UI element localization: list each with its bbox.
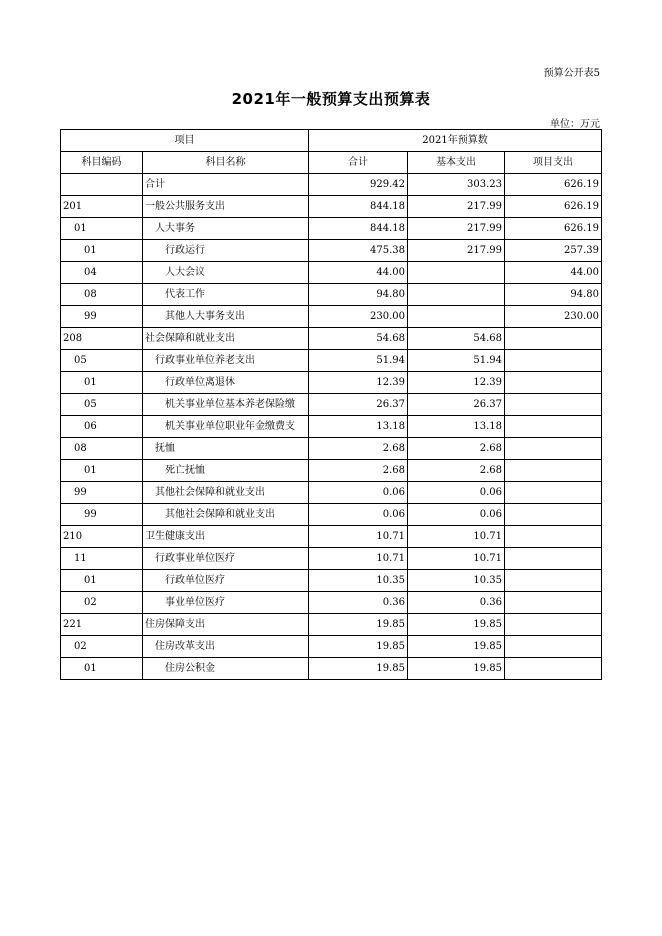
column-header-total: 合计 <box>309 152 408 174</box>
cell-code: 01 <box>61 372 143 394</box>
cell-basic: 19.85 <box>408 614 505 636</box>
cell-basic: 2.68 <box>408 438 505 460</box>
cell-basic: 10.71 <box>408 548 505 570</box>
cell-total: 10.71 <box>309 548 408 570</box>
cell-project: 230.00 <box>505 306 602 328</box>
table-row <box>61 636 602 658</box>
cell-code: 201 <box>61 196 143 218</box>
cell-code: 01 <box>61 658 143 680</box>
table-row <box>61 438 602 460</box>
table-row <box>61 614 602 636</box>
cell-code: 06 <box>61 416 143 438</box>
cell-project <box>505 526 602 548</box>
table-row <box>61 504 602 526</box>
column-header-code: 科目编码 <box>61 152 143 174</box>
table-row <box>61 394 602 416</box>
cell-project <box>505 416 602 438</box>
cell-basic: 217.99 <box>408 240 505 262</box>
cell-project <box>505 394 602 416</box>
budget-table-body <box>61 130 602 680</box>
cell-code: 05 <box>61 394 143 416</box>
form-number: 预算公开表5 <box>543 68 600 79</box>
cell-code: 02 <box>61 636 143 658</box>
cell-project <box>505 592 602 614</box>
table-row <box>61 284 602 306</box>
cell-total: 12.39 <box>309 372 408 394</box>
cell-total: 10.71 <box>309 526 408 548</box>
page-title: 2021年一般预算支出预算表 <box>231 90 431 108</box>
cell-basic: 10.71 <box>408 526 505 548</box>
group-header-row <box>61 130 602 152</box>
cell-code <box>61 174 143 196</box>
cell-name: 其他社会保障和就业支出 <box>143 482 309 504</box>
cell-name: 机关事业单位职业年金缴费支 <box>143 416 309 438</box>
cell-project: 44.00 <box>505 262 602 284</box>
cell-total: 94.80 <box>309 284 408 306</box>
group-header-budget: 2021年预算数 <box>309 130 602 152</box>
cell-project <box>505 614 602 636</box>
cell-total: 44.00 <box>309 262 408 284</box>
cell-total: 13.18 <box>309 416 408 438</box>
cell-project <box>505 460 602 482</box>
cell-project <box>505 658 602 680</box>
table-row <box>61 592 602 614</box>
cell-code: 208 <box>61 328 143 350</box>
cell-basic: 0.06 <box>408 504 505 526</box>
cell-basic: 13.18 <box>408 416 505 438</box>
cell-name: 社会保障和就业支出 <box>143 328 309 350</box>
cell-total: 844.18 <box>309 196 408 218</box>
cell-name: 行政单位医疗 <box>143 570 309 592</box>
table-row <box>61 306 602 328</box>
cell-basic: 217.99 <box>408 196 505 218</box>
cell-project: 626.19 <box>505 196 602 218</box>
table-row <box>61 548 602 570</box>
cell-basic <box>408 306 505 328</box>
cell-basic: 19.85 <box>408 636 505 658</box>
cell-project: 626.19 <box>505 174 602 196</box>
cell-total: 844.18 <box>309 218 408 240</box>
cell-name: 人大事务 <box>143 218 309 240</box>
cell-name: 死亡抚恤 <box>143 460 309 482</box>
cell-total: 19.85 <box>309 614 408 636</box>
table-row <box>61 658 602 680</box>
table-row <box>61 482 602 504</box>
cell-total: 54.68 <box>309 328 408 350</box>
cell-name: 一般公共服务支出 <box>143 196 309 218</box>
cell-basic: 12.39 <box>408 372 505 394</box>
cell-basic: 51.94 <box>408 350 505 372</box>
cell-name: 事业单位医疗 <box>143 592 309 614</box>
cell-total: 19.85 <box>309 658 408 680</box>
cell-name: 住房保障支出 <box>143 614 309 636</box>
column-header-project: 项目支出 <box>505 152 602 174</box>
cell-code: 01 <box>61 570 143 592</box>
cell-code: 08 <box>61 438 143 460</box>
cell-total: 10.35 <box>309 570 408 592</box>
cell-basic: 0.06 <box>408 482 505 504</box>
budget-table <box>60 129 602 680</box>
table-row <box>61 328 602 350</box>
table-row <box>61 196 602 218</box>
cell-project <box>505 636 602 658</box>
table-row <box>61 570 602 592</box>
column-header-name: 科目名称 <box>143 152 309 174</box>
cell-total: 0.06 <box>309 482 408 504</box>
cell-total: 475.38 <box>309 240 408 262</box>
cell-project: 94.80 <box>505 284 602 306</box>
table-row <box>61 218 602 240</box>
cell-basic: 0.36 <box>408 592 505 614</box>
cell-name: 行政事业单位医疗 <box>143 548 309 570</box>
cell-code: 11 <box>61 548 143 570</box>
cell-name: 住房改革支出 <box>143 636 309 658</box>
column-header-basic: 基本支出 <box>408 152 505 174</box>
cell-name: 行政事业单位养老支出 <box>143 350 309 372</box>
cell-basic: 217.99 <box>408 218 505 240</box>
cell-project <box>505 570 602 592</box>
cell-project <box>505 482 602 504</box>
cell-project: 257.39 <box>505 240 602 262</box>
cell-project <box>505 438 602 460</box>
cell-total: 26.37 <box>309 394 408 416</box>
cell-project <box>505 328 602 350</box>
cell-project <box>505 372 602 394</box>
cell-name: 其他社会保障和就业支出 <box>143 504 309 526</box>
cell-total: 230.00 <box>309 306 408 328</box>
table-row <box>61 262 602 284</box>
column-header-row <box>61 152 602 174</box>
cell-basic <box>408 262 505 284</box>
group-header-project: 项目 <box>61 130 309 152</box>
cell-code: 01 <box>61 218 143 240</box>
cell-name: 抚恤 <box>143 438 309 460</box>
cell-code: 04 <box>61 262 143 284</box>
cell-total: 51.94 <box>309 350 408 372</box>
cell-total: 929.42 <box>309 174 408 196</box>
cell-name: 人大会议 <box>143 262 309 284</box>
cell-total: 0.36 <box>309 592 408 614</box>
cell-name: 行政单位离退休 <box>143 372 309 394</box>
cell-code: 221 <box>61 614 143 636</box>
cell-project <box>505 548 602 570</box>
cell-basic: 303.23 <box>408 174 505 196</box>
cell-basic: 26.37 <box>408 394 505 416</box>
cell-name: 合计 <box>143 174 309 196</box>
cell-total: 19.85 <box>309 636 408 658</box>
cell-project: 626.19 <box>505 218 602 240</box>
cell-name: 住房公积金 <box>143 658 309 680</box>
cell-name: 其他人大事务支出 <box>143 306 309 328</box>
cell-code: 99 <box>61 306 143 328</box>
cell-code: 08 <box>61 284 143 306</box>
cell-basic <box>408 284 505 306</box>
cell-code: 210 <box>61 526 143 548</box>
cell-name: 行政运行 <box>143 240 309 262</box>
cell-name: 代表工作 <box>143 284 309 306</box>
cell-code: 01 <box>61 460 143 482</box>
cell-total: 2.68 <box>309 460 408 482</box>
cell-name: 机关事业单位基本养老保险缴 <box>143 394 309 416</box>
cell-code: 05 <box>61 350 143 372</box>
table-row <box>61 460 602 482</box>
cell-basic: 10.35 <box>408 570 505 592</box>
cell-code: 99 <box>61 504 143 526</box>
table-row <box>61 240 602 262</box>
cell-total: 2.68 <box>309 438 408 460</box>
cell-project <box>505 350 602 372</box>
unit-label: 单位：万元 <box>550 119 600 130</box>
cell-name: 卫生健康支出 <box>143 526 309 548</box>
cell-total: 0.06 <box>309 504 408 526</box>
table-row <box>61 350 602 372</box>
cell-code: 02 <box>61 592 143 614</box>
cell-basic: 19.85 <box>408 658 505 680</box>
table-row <box>61 174 602 196</box>
cell-code: 99 <box>61 482 143 504</box>
cell-basic: 2.68 <box>408 460 505 482</box>
cell-code: 01 <box>61 240 143 262</box>
table-row <box>61 372 602 394</box>
cell-basic: 54.68 <box>408 328 505 350</box>
cell-project <box>505 504 602 526</box>
table-row <box>61 526 602 548</box>
table-row <box>61 416 602 438</box>
